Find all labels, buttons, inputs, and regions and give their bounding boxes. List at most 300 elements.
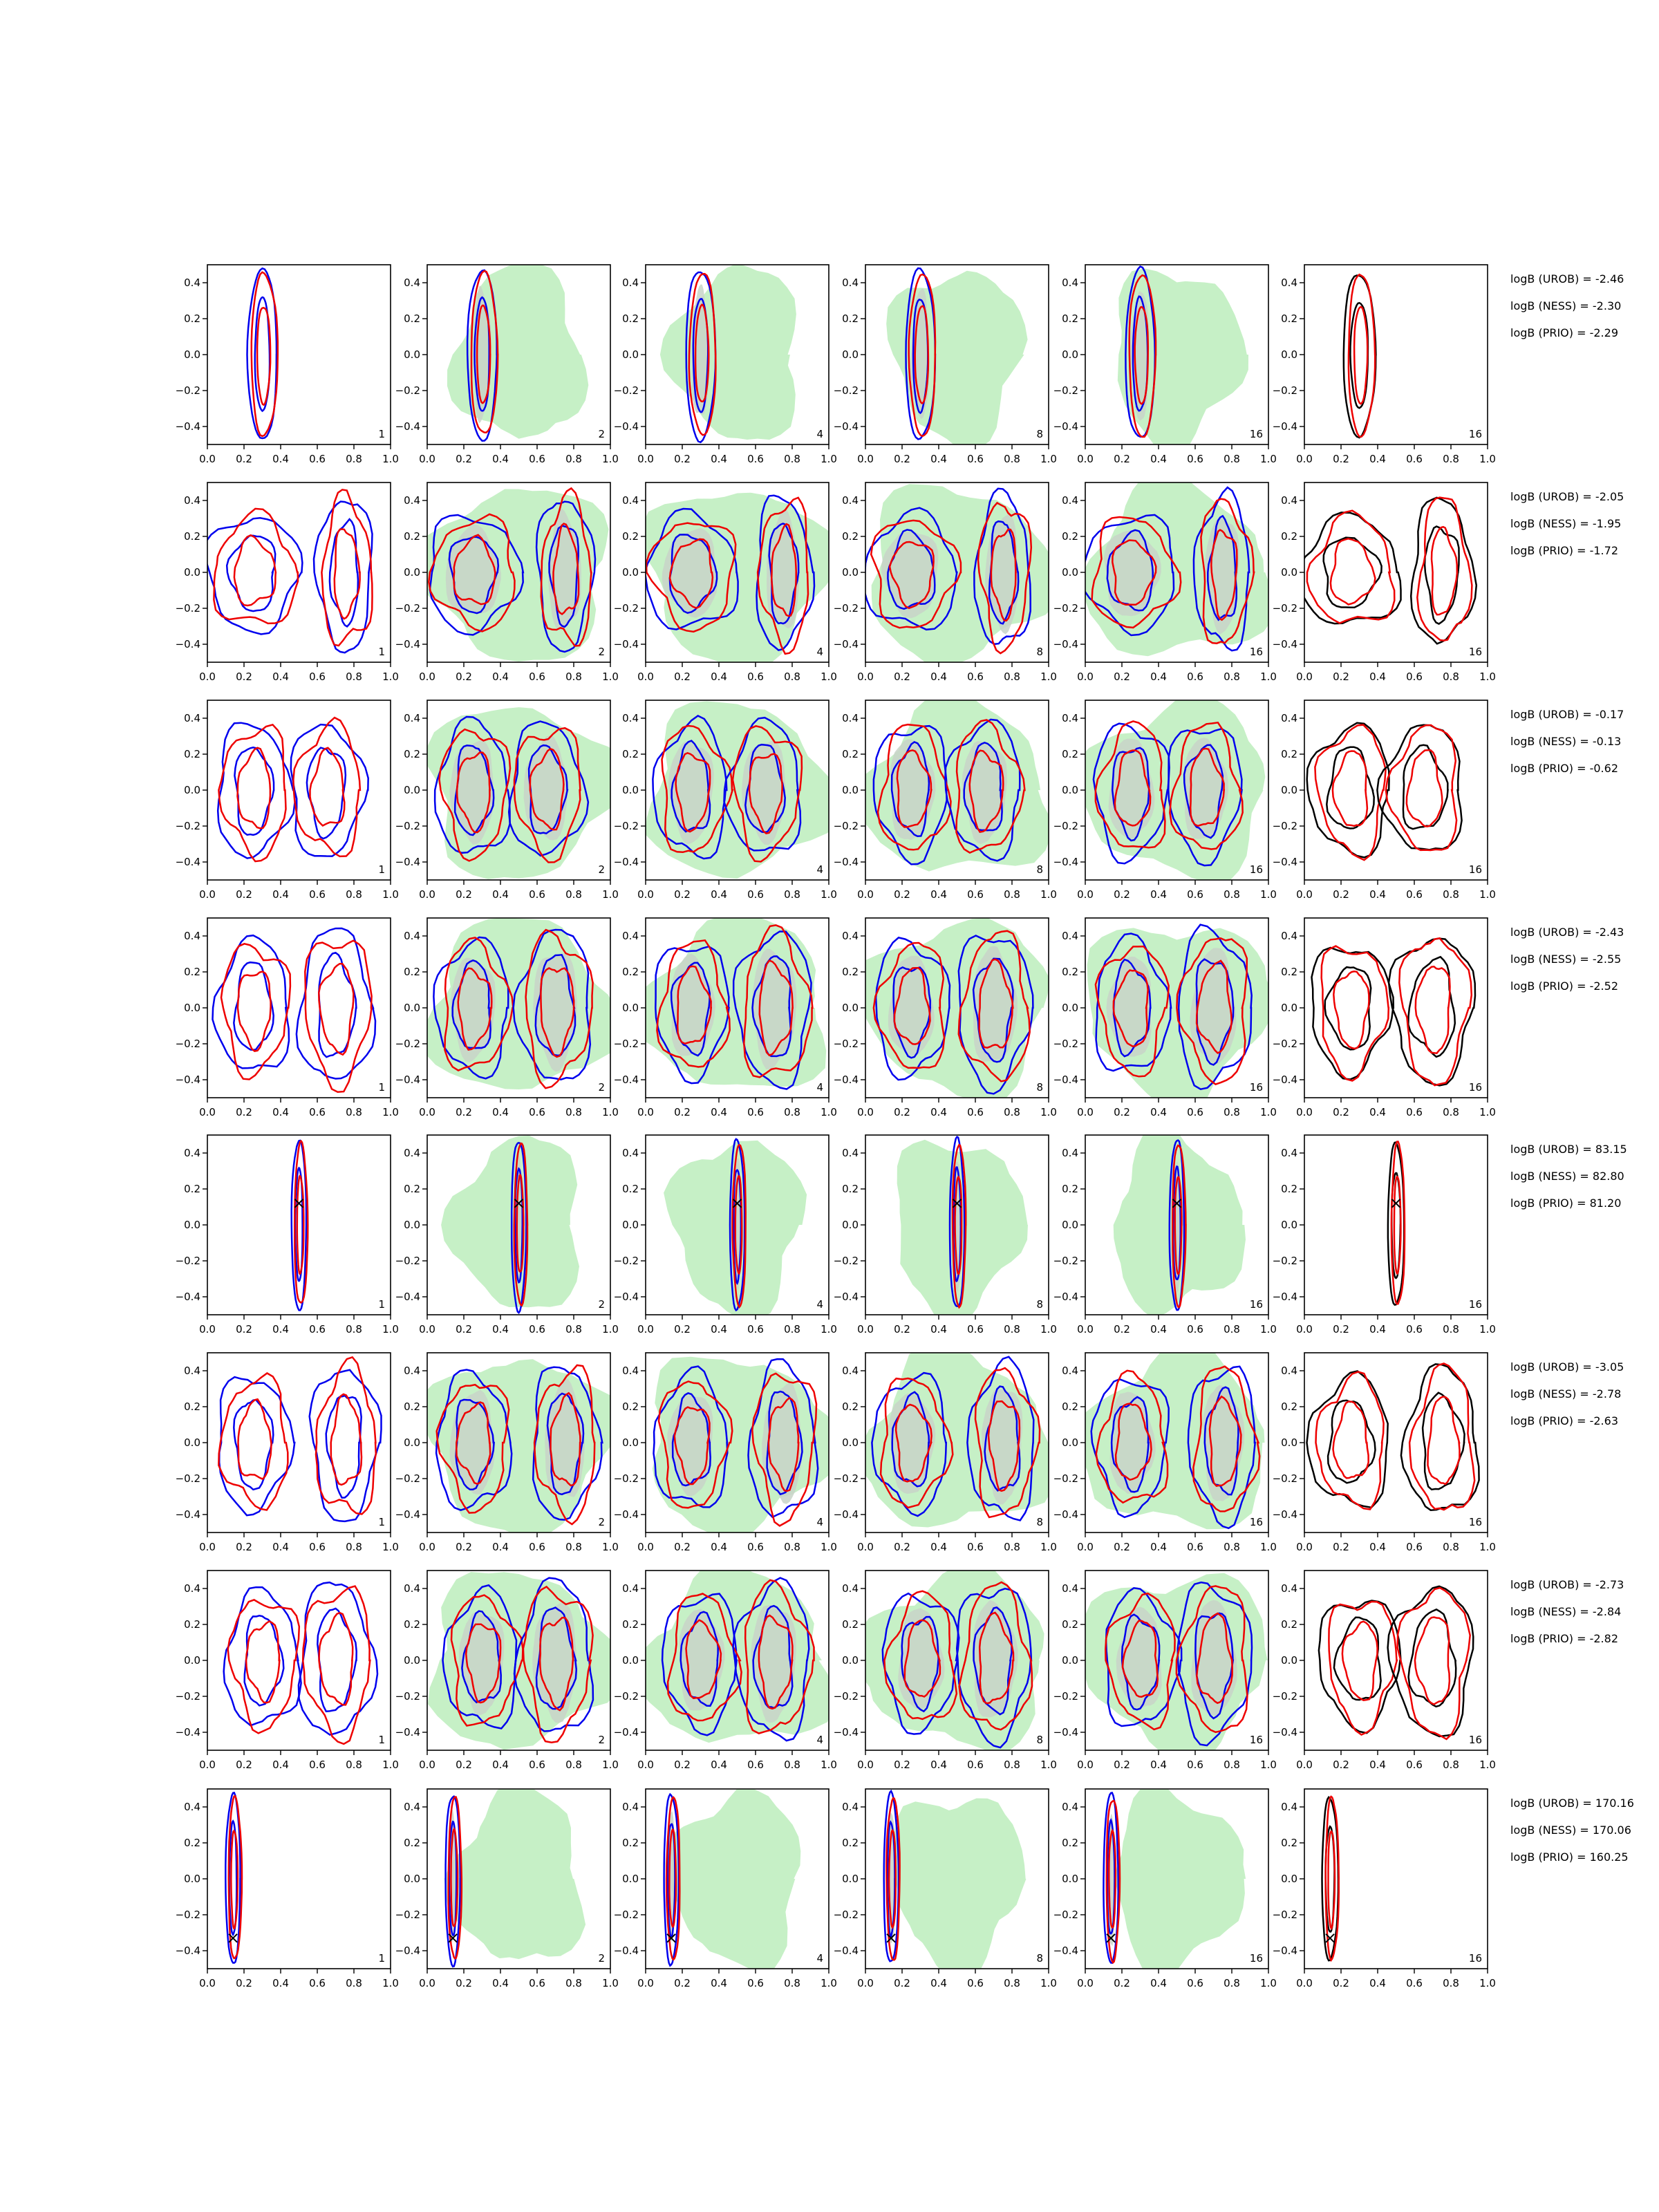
y-tick-label: 0.0: [622, 1436, 639, 1449]
x-tick-label: 0.4: [930, 1323, 947, 1335]
y-tick-label: 0.2: [622, 966, 639, 978]
x-tick-label: 1.0: [1040, 1323, 1057, 1335]
density-fill-green: [660, 263, 796, 440]
x-tick-label: 0.4: [1150, 1106, 1167, 1118]
panel-label: 4: [816, 646, 823, 658]
x-tick-label: 0.0: [637, 888, 654, 901]
density-fill-green: [428, 1572, 629, 1750]
y-tick-label: −0.4: [613, 1291, 639, 1303]
logb-annotation: logB (PRIO) = -0.62: [1510, 762, 1618, 775]
y-tick-label: 0.0: [622, 348, 639, 361]
x-tick-label: 0.8: [565, 1106, 582, 1118]
y-tick-label: 0.2: [184, 966, 200, 978]
y-tick-label: −0.4: [395, 1291, 420, 1303]
y-tick-label: 0.2: [842, 966, 859, 978]
x-tick-label: 0.0: [1077, 1323, 1094, 1335]
panel-r8-c6: [1273, 1789, 1496, 1989]
x-tick-label: 0.0: [857, 453, 874, 465]
x-tick-label: 0.2: [456, 1541, 472, 1553]
panel-label: 8: [1036, 1952, 1043, 1965]
x-tick-label: 1.0: [602, 453, 619, 465]
contour-black: [1425, 527, 1459, 624]
y-tick-label: 0.4: [1062, 494, 1078, 507]
density-fill-green: [856, 691, 1051, 871]
panel-r6-c2: [395, 1353, 622, 1553]
x-tick-label: 0.6: [529, 1106, 545, 1118]
x-tick-label: 0.6: [1187, 1759, 1203, 1771]
y-tick-label: −0.4: [833, 1726, 859, 1738]
contour-red: [1399, 938, 1472, 1085]
x-tick-label: 1.0: [1260, 1977, 1277, 1989]
logb-annotation: logB (UROB) = -0.17: [1510, 708, 1624, 721]
axes-frame: [1304, 1135, 1488, 1315]
x-tick-label: 0.2: [236, 1759, 252, 1771]
panel-r8-c1: [176, 1789, 399, 1989]
panel-r7-c5: [1053, 1571, 1277, 1771]
y-tick-label: 0.4: [184, 276, 200, 289]
x-tick-label: 0.6: [747, 1541, 764, 1553]
axes-frame: [207, 1789, 391, 1969]
y-tick-label: −0.4: [1053, 1074, 1078, 1086]
contour-red: [1407, 750, 1443, 826]
x-tick-label: 0.2: [236, 1106, 252, 1118]
y-tick-label: −0.4: [833, 1944, 859, 1957]
x-tick-label: 0.8: [1224, 1323, 1240, 1335]
x-tick-label: 0.4: [492, 671, 509, 683]
panel-r1-c3: [614, 263, 837, 465]
y-tick-label: −0.4: [1053, 856, 1078, 868]
axes-frame: [1304, 918, 1488, 1098]
y-tick-label: 0.4: [1281, 494, 1297, 507]
y-tick-label: 0.2: [1281, 1837, 1297, 1849]
y-tick-label: 0.4: [622, 1801, 639, 1813]
y-tick-label: 0.4: [842, 276, 859, 289]
y-tick-label: 0.2: [1281, 966, 1297, 978]
panel-r6-c1: [176, 1353, 399, 1553]
logb-annotation: logB (PRIO) = -1.72: [1510, 544, 1618, 557]
panel-label: 16: [1249, 863, 1263, 876]
x-tick-label: 0.4: [930, 453, 947, 465]
panel-label: 8: [1036, 1081, 1043, 1094]
x-tick-label: 0.0: [1296, 888, 1313, 901]
x-tick-label: 1.0: [382, 1759, 399, 1771]
panel-label: 16: [1249, 1734, 1263, 1746]
panel-label: 8: [1036, 863, 1043, 876]
y-tick-label: 0.2: [1281, 748, 1297, 760]
y-tick-label: −0.2: [395, 820, 420, 832]
y-tick-label: 0.2: [622, 1183, 639, 1195]
panel-label: 1: [378, 428, 385, 440]
panel-label: 2: [598, 1298, 605, 1311]
panel-label: 16: [1468, 1516, 1482, 1528]
x-tick-label: 0.6: [967, 453, 984, 465]
panel-r3-c4: [834, 691, 1057, 901]
logb-annotation: logB (UROB) = -2.43: [1510, 926, 1624, 939]
y-tick-label: 0.4: [184, 1582, 200, 1595]
density-fill-green: [441, 1136, 579, 1307]
x-tick-label: 0.0: [419, 1106, 435, 1118]
y-tick-label: 0.0: [1281, 784, 1297, 796]
y-tick-label: 0.4: [1062, 1365, 1078, 1377]
axes-frame: [207, 1135, 391, 1315]
panel-r3-c2: [395, 700, 626, 901]
y-tick-label: 0.4: [1281, 712, 1297, 724]
x-tick-label: 0.8: [565, 453, 582, 465]
y-tick-label: 0.4: [404, 1801, 420, 1813]
y-tick-label: −0.2: [1053, 1690, 1078, 1703]
contour-blue: [310, 1370, 382, 1521]
x-tick-label: 0.6: [967, 671, 984, 683]
y-tick-label: −0.2: [613, 1690, 639, 1703]
x-tick-label: 0.8: [1443, 453, 1459, 465]
x-tick-label: 0.8: [1443, 671, 1459, 683]
x-tick-label: 0.6: [1187, 671, 1203, 683]
x-tick-label: 0.0: [199, 1541, 216, 1553]
y-tick-label: 0.2: [184, 1618, 200, 1631]
x-tick-label: 0.6: [967, 1541, 984, 1553]
x-tick-label: 0.4: [1150, 888, 1167, 901]
x-tick-label: 0.4: [272, 888, 289, 901]
panel-label: 4: [816, 1081, 823, 1094]
contour-red: [1428, 1396, 1460, 1484]
y-tick-label: 0.0: [1281, 1873, 1297, 1885]
y-tick-label: 0.2: [622, 1400, 639, 1413]
x-tick-label: 0.2: [1333, 671, 1349, 683]
logb-annotation: logB (PRIO) = -2.29: [1510, 326, 1618, 339]
y-tick-label: 0.4: [842, 1147, 859, 1159]
y-tick-label: −0.4: [613, 420, 639, 433]
x-tick-label: 0.6: [529, 453, 545, 465]
y-tick-label: −0.4: [175, 1944, 200, 1957]
x-tick-label: 0.8: [1443, 1106, 1459, 1118]
x-tick-label: 0.2: [894, 888, 910, 901]
y-tick-label: −0.2: [1053, 1909, 1078, 1921]
x-tick-label: 0.8: [784, 1759, 800, 1771]
y-tick-label: −0.4: [395, 638, 420, 650]
panel-label: 2: [598, 1952, 605, 1965]
x-tick-label: 0.4: [272, 1977, 289, 1989]
y-tick-label: 0.0: [1062, 348, 1078, 361]
x-tick-label: 0.2: [1114, 1323, 1130, 1335]
x-tick-label: 1.0: [382, 453, 399, 465]
x-tick-label: 0.8: [346, 1977, 362, 1989]
contour-blue: [319, 953, 356, 1057]
x-tick-label: 1.0: [1260, 1541, 1277, 1553]
x-tick-label: 0.2: [894, 1977, 910, 1989]
x-tick-label: 0.2: [1114, 453, 1130, 465]
logb-annotation: logB (PRIO) = 81.20: [1510, 1197, 1622, 1210]
panel-label: 1: [378, 863, 385, 876]
x-tick-label: 0.4: [1150, 1323, 1167, 1335]
y-tick-label: 0.0: [1281, 1219, 1297, 1231]
x-tick-label: 0.0: [199, 1323, 216, 1335]
contour-red: [293, 718, 360, 856]
y-tick-label: 0.0: [1062, 1873, 1078, 1885]
y-tick-label: 0.2: [184, 530, 200, 543]
x-tick-label: 0.8: [1443, 1323, 1459, 1335]
x-tick-label: 0.6: [747, 1977, 764, 1989]
y-tick-label: −0.2: [1053, 1472, 1078, 1485]
x-tick-label: 0.4: [1369, 1977, 1386, 1989]
x-tick-label: 0.0: [419, 888, 435, 901]
x-tick-label: 0.6: [529, 1977, 545, 1989]
logb-annotation: logB (PRIO) = -2.52: [1510, 980, 1618, 993]
logb-annotation: logB (NESS) = -2.84: [1510, 1605, 1622, 1618]
panel-label: 2: [598, 428, 605, 440]
y-tick-label: 0.2: [1281, 1618, 1297, 1631]
x-tick-label: 1.0: [382, 1106, 399, 1118]
x-tick-label: 1.0: [1040, 1541, 1057, 1553]
x-tick-label: 0.4: [711, 1759, 727, 1771]
y-tick-label: −0.4: [395, 1944, 420, 1957]
x-tick-label: 0.6: [309, 671, 326, 683]
y-tick-label: 0.0: [404, 784, 420, 796]
x-tick-label: 1.0: [602, 1977, 619, 1989]
y-tick-label: −0.2: [833, 1038, 859, 1050]
y-tick-label: −0.2: [833, 384, 859, 397]
y-tick-label: 0.0: [622, 784, 639, 796]
y-tick-label: −0.4: [1272, 1944, 1297, 1957]
y-tick-label: −0.2: [175, 1690, 200, 1703]
contour-red: [319, 964, 353, 1055]
contour-blue: [234, 1400, 273, 1490]
x-tick-label: 1.0: [1260, 1323, 1277, 1335]
y-tick-label: 0.2: [184, 1837, 200, 1849]
y-tick-label: 0.4: [1281, 1365, 1297, 1377]
contour-black: [1325, 967, 1371, 1049]
contour-red: [1333, 751, 1367, 826]
panel-r3-c5: [1053, 693, 1277, 901]
logb-annotation: logB (NESS) = 82.80: [1510, 1170, 1624, 1183]
y-tick-label: 0.4: [1281, 276, 1297, 289]
panel-r5-c2: [395, 1135, 619, 1335]
y-tick-label: 0.0: [842, 1002, 859, 1014]
x-tick-label: 0.4: [711, 1541, 727, 1553]
contour-black: [1403, 745, 1448, 829]
x-tick-label: 0.6: [529, 888, 545, 901]
panel-r5-c4: [834, 1135, 1057, 1335]
x-tick-label: 0.0: [857, 888, 874, 901]
contour-blue: [291, 724, 368, 856]
panel-label: 8: [1036, 428, 1043, 440]
x-tick-label: 1.0: [382, 888, 399, 901]
x-tick-label: 0.4: [1369, 1759, 1386, 1771]
y-tick-label: −0.2: [613, 1472, 639, 1485]
axes-frame: [207, 918, 391, 1098]
x-tick-label: 0.6: [747, 888, 764, 901]
panel-label: 2: [598, 646, 605, 658]
y-tick-label: 0.0: [1062, 1219, 1078, 1231]
x-tick-label: 0.6: [1406, 1323, 1423, 1335]
contour-black: [1327, 747, 1374, 829]
density-fill-green: [1082, 1573, 1268, 1764]
y-tick-label: 0.2: [1062, 312, 1078, 325]
panel-r1-c5: [1053, 265, 1277, 465]
panel-r6-c5: [1053, 1340, 1277, 1553]
contour-red: [310, 748, 345, 826]
x-tick-label: 1.0: [1479, 1541, 1496, 1553]
panel-r3-c6: [1273, 700, 1496, 901]
x-tick-label: 0.2: [1333, 1977, 1349, 1989]
y-tick-label: 0.4: [184, 1365, 200, 1377]
y-tick-label: −0.4: [1053, 1508, 1078, 1521]
panel-label: 16: [1468, 1734, 1482, 1746]
x-tick-label: 0.0: [1077, 453, 1094, 465]
y-tick-label: −0.4: [613, 1074, 639, 1086]
x-tick-label: 0.6: [967, 1759, 984, 1771]
density-fill-green: [1115, 1784, 1246, 1975]
x-tick-label: 0.6: [529, 1759, 545, 1771]
x-tick-label: 0.0: [199, 1759, 216, 1771]
x-tick-label: 0.4: [272, 1323, 289, 1335]
x-tick-label: 0.2: [456, 1323, 472, 1335]
y-tick-label: 0.2: [1281, 530, 1297, 543]
y-tick-label: −0.2: [395, 1909, 420, 1921]
y-tick-label: 0.2: [404, 1400, 420, 1413]
contour-red: [1354, 307, 1367, 404]
x-tick-label: 0.2: [1333, 1323, 1349, 1335]
x-tick-label: 1.0: [1260, 1106, 1277, 1118]
x-tick-label: 1.0: [1479, 1977, 1496, 1989]
y-tick-label: 0.4: [622, 276, 639, 289]
y-tick-label: 0.0: [622, 1219, 639, 1231]
y-tick-label: −0.4: [833, 420, 859, 433]
x-tick-label: 1.0: [821, 671, 837, 683]
y-tick-label: −0.2: [175, 1909, 200, 1921]
y-tick-label: −0.2: [1272, 602, 1297, 615]
x-tick-label: 0.2: [1114, 671, 1130, 683]
y-tick-label: 0.4: [404, 276, 420, 289]
panel-r2-c1: [176, 482, 399, 683]
y-tick-label: 0.0: [184, 566, 200, 579]
x-tick-label: 0.2: [456, 1106, 472, 1118]
panel-r1-c1: [176, 265, 399, 465]
y-tick-label: 0.0: [184, 1873, 200, 1885]
x-tick-label: 1.0: [1040, 671, 1057, 683]
x-tick-label: 1.0: [602, 671, 619, 683]
y-tick-label: −0.2: [833, 820, 859, 832]
x-tick-label: 1.0: [382, 1323, 399, 1335]
y-tick-label: 0.2: [1062, 530, 1078, 543]
x-tick-label: 0.4: [492, 1977, 509, 1989]
x-tick-label: 0.0: [419, 1759, 435, 1771]
y-tick-label: −0.2: [395, 1690, 420, 1703]
x-tick-label: 0.4: [930, 1541, 947, 1553]
x-tick-label: 0.6: [309, 1106, 326, 1118]
x-tick-label: 0.6: [309, 1977, 326, 1989]
y-tick-label: 0.0: [1062, 1436, 1078, 1449]
x-tick-label: 0.8: [1224, 888, 1240, 901]
x-tick-label: 0.0: [1296, 1541, 1313, 1553]
x-tick-label: 0.4: [1369, 1106, 1386, 1118]
x-tick-label: 0.6: [309, 1541, 326, 1553]
contour-black: [1377, 725, 1461, 850]
panel-r2-c4: [834, 482, 1062, 683]
x-tick-label: 0.6: [1406, 1977, 1423, 1989]
y-tick-label: 0.4: [1062, 1147, 1078, 1159]
y-tick-label: −0.2: [175, 602, 200, 615]
y-tick-label: −0.2: [613, 1038, 639, 1050]
x-tick-label: 1.0: [1479, 1323, 1496, 1335]
y-tick-label: 0.4: [184, 1147, 200, 1159]
y-tick-label: −0.2: [833, 1255, 859, 1267]
y-tick-label: −0.4: [1272, 638, 1297, 650]
y-tick-label: 0.0: [404, 1654, 420, 1667]
y-tick-label: 0.2: [1062, 1618, 1078, 1631]
x-tick-label: 0.8: [784, 1106, 800, 1118]
x-tick-label: 0.4: [272, 1106, 289, 1118]
y-tick-label: −0.2: [1272, 1909, 1297, 1921]
y-tick-label: 0.2: [404, 530, 420, 543]
y-tick-label: −0.4: [395, 420, 420, 433]
x-tick-label: 0.2: [456, 453, 472, 465]
x-tick-label: 0.0: [419, 1977, 435, 1989]
y-tick-label: −0.2: [613, 1909, 639, 1921]
x-tick-label: 0.2: [236, 1323, 252, 1335]
y-tick-label: 0.2: [842, 312, 859, 325]
y-tick-label: −0.4: [613, 1508, 639, 1521]
y-tick-label: 0.0: [404, 566, 420, 579]
y-tick-label: −0.4: [613, 856, 639, 868]
logb-annotation: logB (UROB) = -2.05: [1510, 490, 1624, 503]
panel-label: 16: [1468, 428, 1482, 440]
y-tick-label: 0.0: [404, 1219, 420, 1231]
contour-blue: [317, 1609, 356, 1712]
x-tick-label: 0.8: [1224, 1106, 1240, 1118]
contour-blue: [299, 1582, 377, 1735]
panel-r4-c2: [395, 918, 624, 1118]
x-tick-label: 0.8: [346, 1323, 362, 1335]
y-tick-label: 0.0: [622, 1654, 639, 1667]
x-tick-label: 0.0: [199, 453, 216, 465]
x-tick-label: 0.2: [894, 671, 910, 683]
y-tick-label: 0.4: [1062, 930, 1078, 942]
x-tick-label: 0.0: [1296, 1977, 1313, 1989]
y-tick-label: −0.2: [833, 1690, 859, 1703]
x-tick-label: 0.0: [1077, 1106, 1094, 1118]
y-tick-label: 0.4: [184, 712, 200, 724]
x-tick-label: 1.0: [1040, 888, 1057, 901]
logb-annotation: logB (UROB) = 170.16: [1510, 1797, 1634, 1810]
x-tick-label: 1.0: [1260, 453, 1277, 465]
x-tick-label: 0.2: [674, 1106, 691, 1118]
x-tick-label: 0.0: [857, 1323, 874, 1335]
panel-label: 2: [598, 863, 605, 876]
x-tick-label: 1.0: [1479, 1759, 1496, 1771]
x-tick-label: 0.6: [747, 671, 764, 683]
contour-red: [1415, 1618, 1450, 1705]
x-tick-label: 0.6: [1187, 1323, 1203, 1335]
x-tick-label: 0.6: [529, 1323, 545, 1335]
x-tick-label: 0.8: [1224, 1977, 1240, 1989]
x-tick-label: 0.8: [565, 1759, 582, 1771]
x-tick-label: 0.6: [1406, 671, 1423, 683]
y-tick-label: 0.2: [622, 1837, 639, 1849]
x-tick-label: 0.8: [784, 1977, 800, 1989]
panel-label: 1: [378, 1298, 385, 1311]
x-tick-label: 0.8: [565, 1323, 582, 1335]
axes-frame: [1304, 265, 1488, 444]
y-tick-label: 0.4: [184, 494, 200, 507]
y-tick-label: −0.2: [395, 1255, 420, 1267]
x-tick-label: 0.4: [711, 1323, 727, 1335]
y-tick-label: −0.4: [1053, 420, 1078, 433]
y-tick-label: 0.4: [184, 930, 200, 942]
x-tick-label: 0.8: [784, 1323, 800, 1335]
panel-r5-c5: [1053, 1125, 1277, 1335]
panel-label: 1: [378, 646, 385, 658]
x-tick-label: 0.8: [346, 1541, 362, 1553]
